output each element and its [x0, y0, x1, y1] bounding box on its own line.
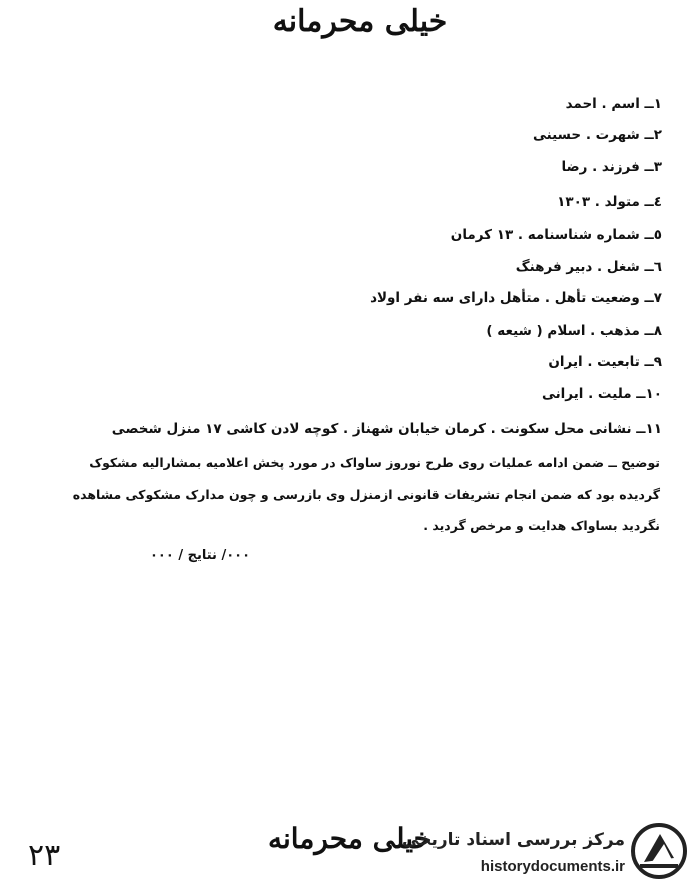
watermark-text: مرکز بررسی اسناد تاریخی: [402, 830, 625, 850]
reference-number: ۰۰۰/ نتایج / ۰۰۰: [150, 548, 251, 563]
field-marital: ۷ــ وضعیت تأهل . متأهل دارای سه نفر اولاد: [370, 290, 662, 306]
field-surname: ۲ــ شهرت . حسینی: [532, 127, 662, 143]
field-father: ۳ــ فرزند . رضا: [561, 159, 662, 175]
field-birth: ٤ــ متولد . ۱۳۰۳: [557, 194, 662, 210]
explanation-line-1: توضیح ــ ضمن ادامه عملیات روی طرح نوروز ساواک در مورد پخش اعلامیه بمشارالیه مشکوک: [89, 455, 660, 470]
classification-footer: خیلی محرمانه: [268, 822, 431, 855]
explanation-line-3: نگردید بساواک هدایت و مرخص گردید .: [423, 518, 660, 533]
page-number: ۲۳: [28, 838, 61, 873]
watermark-url: historydocuments.ir: [480, 858, 625, 875]
field-name: ۱ــ اسم . احمد: [565, 96, 662, 112]
field-address: ۱۱ــ نشانی محل سکونت . کرمان خیابان شهناز . کوچه لادن کاشی ۱۷ منزل شخصی: [111, 421, 662, 437]
field-citizenship: ۹ــ تابعیت . ایران: [548, 354, 662, 370]
field-occupation: ٦ــ شغل . دبیر فرهنگ: [515, 259, 662, 275]
field-id-number: ٥ــ شماره شناسنامه . ۱۳ کرمان: [450, 227, 662, 243]
explanation-line-2: گردیده بود که ضمن انجام تشریفات قانونی ازمنزل وی بازرسی و چون مدارک مشکوکی مشاهده: [72, 487, 660, 502]
field-religion: ۸ــ مذهب . اسلام ( شیعه ): [486, 323, 662, 339]
classification-header: خیلی محرمانه: [272, 4, 448, 39]
archive-logo-icon: [630, 822, 688, 880]
field-nationality: ۱۰ــ ملیت . ایرانی: [541, 386, 662, 402]
